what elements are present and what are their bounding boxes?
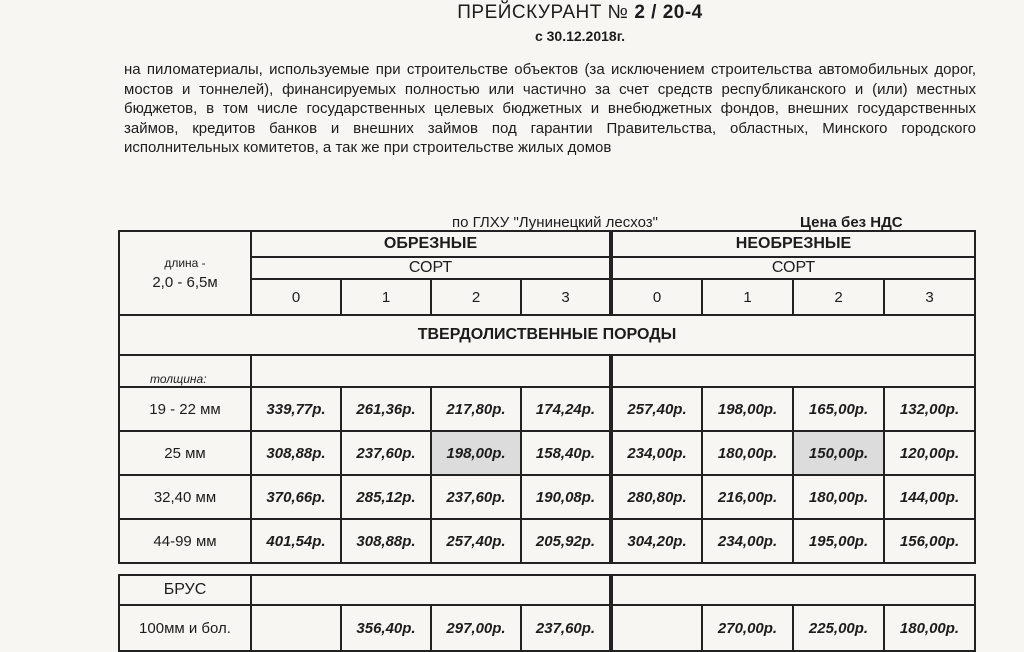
price-cell: 285,12р. <box>341 475 431 519</box>
thickness-cell: 32,40 мм <box>119 475 251 519</box>
price-cell: 195,00р. <box>793 519 884 563</box>
grade-header: 0 <box>611 279 702 315</box>
price-cell: 308,88р. <box>251 431 341 475</box>
grade-header: 2 <box>793 279 884 315</box>
price-cell: 356,40р. <box>341 605 431 651</box>
organization-label: по ГЛХУ "Лунинецкий лесхоз" <box>452 214 658 231</box>
price-cell: 198,00р. <box>702 387 793 431</box>
description-paragraph: на пиломатериалы, используемые при строительстве объектов (за исключением строительства автомобильных дорог, мостов и тоннелей), финансируемых полностью или частично за счет средств республиканского и (или) местных бюджетов, в том числе государственных целевых бюджетных и внебюджетных фондов, внешних государственных займов, кредитов банков и внешних займов под гарантии Правительства, областных, Минского городского исполнительных комитетов, а так же при строительстве жилых домов <box>124 61 976 156</box>
price-cell <box>611 605 702 651</box>
price-cell: 165,00р. <box>793 387 884 431</box>
thickness-cell: 25 мм <box>119 431 251 475</box>
table-row <box>119 387 975 431</box>
price-cell <box>251 605 341 651</box>
unedged-grade-label: СОРТ <box>611 257 975 279</box>
vat-note: Цена без НДС <box>800 214 903 231</box>
price-cell: 174,24р. <box>521 387 611 431</box>
price-cell: 216,00р. <box>702 475 793 519</box>
price-cell: 370,66р. <box>251 475 341 519</box>
price-cell: 158,40р. <box>521 431 611 475</box>
length-value: 2,0 - 6,5м <box>152 274 218 291</box>
grade-header: 3 <box>884 279 975 315</box>
price-cell: 180,00р. <box>884 605 975 651</box>
price-list-title <box>380 2 780 24</box>
title-prefix: ПРЕЙСКУРАНТ № <box>457 2 629 23</box>
grade-header: 0 <box>251 279 341 315</box>
price-cell: 237,60р. <box>341 431 431 475</box>
price-cell: 308,88р. <box>341 519 431 563</box>
price-cell: 304,20р. <box>611 519 702 563</box>
price-cell: 205,92р. <box>521 519 611 563</box>
price-cell: 180,00р. <box>793 475 884 519</box>
table-row <box>119 475 975 519</box>
price-cell: 237,60р. <box>431 475 521 519</box>
beam-table <box>118 574 976 652</box>
grade-header: 1 <box>702 279 793 315</box>
thickness-label: толщина: <box>119 355 251 387</box>
length-label: длина - <box>164 256 206 270</box>
empty-cell <box>611 575 975 605</box>
grade-header: 3 <box>521 279 611 315</box>
price-cell: 180,00р. <box>702 431 793 475</box>
grade-header: 1 <box>341 279 431 315</box>
beam-size-cell: 100мм и бол. <box>119 605 251 651</box>
price-cell: 156,00р. <box>884 519 975 563</box>
price-cell: 280,80р. <box>611 475 702 519</box>
unedged-group-header: НЕОБРЕЗНЫЕ <box>611 231 975 257</box>
section-title: ТВЕРДОЛИСТВЕННЫЕ ПОРОДЫ <box>119 315 975 355</box>
edged-grade-label: СОРТ <box>251 257 611 279</box>
price-table <box>118 230 976 564</box>
empty-cell <box>251 575 611 605</box>
price-cell: 132,00р. <box>884 387 975 431</box>
grade-header: 2 <box>431 279 521 315</box>
edged-group-header: ОБРЕЗНЫЕ <box>251 231 611 257</box>
price-cell: 190,08р. <box>521 475 611 519</box>
table-row <box>119 519 975 563</box>
price-cell: 401,54р. <box>251 519 341 563</box>
price-cell: 144,00р. <box>884 475 975 519</box>
price-cell: 257,40р. <box>431 519 521 563</box>
thickness-cell: 44-99 мм <box>119 519 251 563</box>
price-cell: 237,60р. <box>521 605 611 651</box>
price-cell: 234,00р. <box>611 431 702 475</box>
table-row <box>119 605 975 651</box>
effective-date: с 30.12.2018г. <box>534 28 626 44</box>
price-cell: 225,00р. <box>793 605 884 651</box>
length-cell <box>119 231 251 315</box>
price-cell: 261,36р. <box>341 387 431 431</box>
title-number: 2 / 20-4 <box>634 2 703 23</box>
price-cell: 234,00р. <box>702 519 793 563</box>
price-cell: 217,80р. <box>431 387 521 431</box>
empty-cell <box>611 355 975 387</box>
price-cell: 257,40р. <box>611 387 702 431</box>
empty-cell <box>251 355 611 387</box>
beam-title: БРУС <box>119 575 251 605</box>
thickness-cell: 19 - 22 мм <box>119 387 251 431</box>
table-row <box>119 431 975 475</box>
price-cell: 297,00р. <box>431 605 521 651</box>
price-cell: 150,00р. <box>793 431 884 475</box>
price-cell: 339,77р. <box>251 387 341 431</box>
price-cell: 120,00р. <box>884 431 975 475</box>
price-cell: 270,00р. <box>702 605 793 651</box>
price-cell: 198,00р. <box>431 431 521 475</box>
